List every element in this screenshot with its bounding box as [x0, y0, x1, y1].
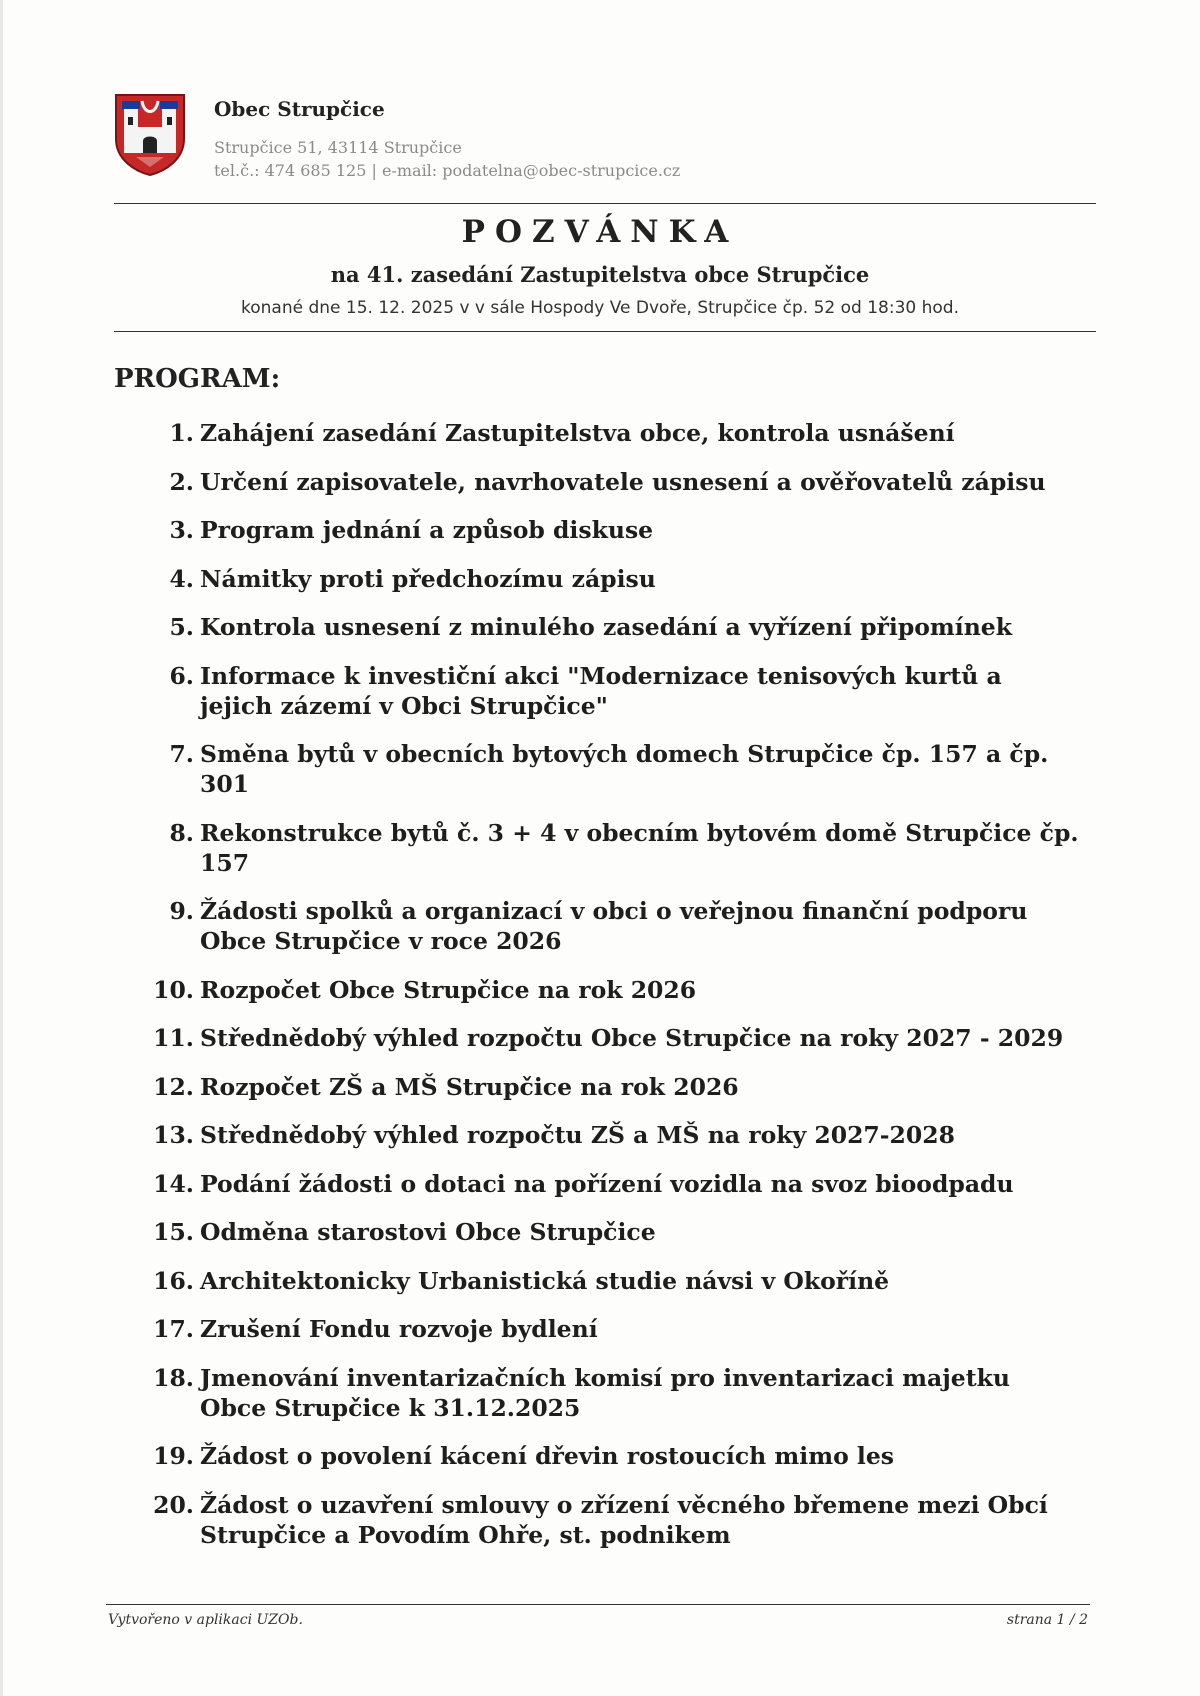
- org-name: Obec Strupčice: [214, 97, 385, 121]
- agenda-item-number: 8.: [169, 818, 194, 847]
- agenda-item-number: 18.: [153, 1363, 194, 1392]
- agenda-item-text: Kontrola usnesení z minulého zasedání a vyřízení připomínek: [200, 613, 1013, 641]
- agenda-item-text: Určení zapisovatele, navrhovatele usnesení a ověřovatelů zápisu: [200, 467, 1046, 496]
- agenda-item: [146, 1441, 1081, 1471]
- org-address: Strupčice 51, 43114 Strupčice: [214, 138, 462, 157]
- agenda-item-text: Žádost o povolení kácení dřevin rostoucích mimo les: [200, 1442, 895, 1470]
- agenda-item-text: Střednědobý výhled rozpočtu Obce Strupčice na roky 2027 - 2029: [200, 1024, 1064, 1052]
- agenda-item-text: Jmenování inventarizačních komisí pro inventarizaci majetku Obce Strupčice k 31.12.2025: [200, 1363, 1010, 1422]
- agenda-item-number: 16.: [153, 1266, 194, 1295]
- agenda-item: [146, 1490, 1081, 1550]
- agenda-item: [146, 818, 1081, 878]
- program-heading: PROGRAM:: [114, 364, 281, 394]
- header-divider: [114, 203, 1096, 204]
- invitation-title: POZVÁNKA: [461, 214, 739, 250]
- agenda-item-number: 9.: [169, 897, 194, 925]
- agenda-item-number: 19.: [153, 1442, 194, 1470]
- agenda-item: [146, 739, 1081, 799]
- agenda-item-text: Architektonicky Urbanistická studie návsi v Okoříně: [200, 1266, 890, 1295]
- agenda-item: [146, 418, 1081, 448]
- agenda-item: [146, 1363, 1081, 1423]
- agenda-item-number: 14.: [153, 1169, 194, 1198]
- agenda-item: [146, 896, 1081, 956]
- agenda-item-text: Rekonstrukce bytů č. 3 + 4 v obecním bytovém domě Strupčice čp. 157: [200, 818, 1079, 877]
- agenda-item-number: 2.: [169, 467, 194, 496]
- agenda-item-number: 5.: [169, 613, 194, 641]
- footer-page-number: strana 1 / 2: [1006, 1612, 1088, 1628]
- agenda-item: [146, 612, 1081, 642]
- agenda-item-text: Zrušení Fondu rozvoje bydlení: [200, 1315, 598, 1343]
- agenda-item-number: 13.: [153, 1121, 194, 1149]
- agenda-item-text: Odměna starostovi Obce Strupčice: [200, 1218, 656, 1246]
- agenda-item-number: 6.: [169, 661, 194, 690]
- footer-divider: [106, 1604, 1090, 1605]
- meeting-details: konané dne 15. 12. 2025 v v sále Hospody Ve Dvoře, Strupčice čp. 52 od 18:30 hod.: [241, 298, 959, 318]
- agenda-item: [146, 661, 1081, 721]
- agenda-list: [146, 418, 1081, 1568]
- agenda-item-number: 10.: [153, 975, 194, 1004]
- agenda-item: [146, 1314, 1081, 1344]
- org-contact: tel.č.: 474 685 125 | e-mail: podatelna@obec-strupcice.cz: [214, 161, 681, 180]
- agenda-item: [146, 1023, 1081, 1053]
- title-divider: [114, 331, 1096, 332]
- invitation-subtitle: na 41. zasedání Zastupitelstva obce Strupčice: [330, 262, 870, 287]
- agenda-item-text: Program jednání a způsob diskuse: [200, 516, 654, 544]
- agenda-item-text: Střednědobý výhled rozpočtu ZŠ a MŠ na roky 2027-2028: [200, 1121, 955, 1149]
- footer-created-with: Vytvořeno v aplikaci UZOb.: [108, 1612, 303, 1628]
- agenda-item-text: Rozpočet ZŠ a MŠ Strupčice na rok 2026: [200, 1072, 739, 1101]
- agenda-item-text: Podání žádosti o dotaci na pořízení vozidla na svoz bioodpadu: [200, 1169, 1014, 1198]
- agenda-item: [146, 467, 1081, 497]
- agenda-item: [146, 564, 1081, 594]
- agenda-item-number: 3.: [169, 516, 194, 544]
- agenda-item-number: 20.: [153, 1490, 194, 1519]
- agenda-item-number: 7.: [169, 740, 194, 768]
- agenda-item: [146, 1266, 1081, 1296]
- agenda-item-number: 11.: [153, 1024, 194, 1052]
- agenda-item-number: 17.: [153, 1315, 194, 1343]
- agenda-item: [146, 1072, 1081, 1102]
- coat-of-arms-icon: [114, 93, 186, 177]
- agenda-item-number: 4.: [169, 564, 194, 593]
- agenda-item-number: 15.: [153, 1218, 194, 1246]
- agenda-item-text: Námitky proti předchozímu zápisu: [200, 564, 656, 593]
- agenda-item: [146, 1217, 1081, 1247]
- agenda-item-text: Žádosti spolků a organizací v obci o veřejnou finanční podporu Obce Strupčice v roce 2026: [200, 897, 1028, 955]
- scan-edge: [0, 0, 3, 1696]
- agenda-item: [146, 975, 1081, 1005]
- agenda-item-text: Žádost o uzavření smlouvy o zřízení věcného břemene mezi Obcí Strupčice a Povodím Ohře, st. podnikem: [200, 1490, 1048, 1549]
- agenda-item-text: Rozpočet Obce Strupčice na rok 2026: [200, 975, 697, 1004]
- agenda-item: [146, 1169, 1081, 1199]
- agenda-item-text: Informace k investiční akci "Modernizace tenisových kurtů a jejich zázemí v Obci Strupčice": [200, 661, 1002, 720]
- agenda-item: [146, 1120, 1081, 1150]
- agenda-item-text: Zahájení zasedání Zastupitelstva obce, kontrola usnášení: [200, 419, 955, 447]
- agenda-item: [146, 515, 1081, 545]
- agenda-item-text: Směna bytů v obecních bytových domech Strupčice čp. 157 a čp. 301: [200, 740, 1049, 798]
- agenda-item-number: 1.: [169, 419, 194, 447]
- agenda-item-number: 12.: [153, 1072, 194, 1101]
